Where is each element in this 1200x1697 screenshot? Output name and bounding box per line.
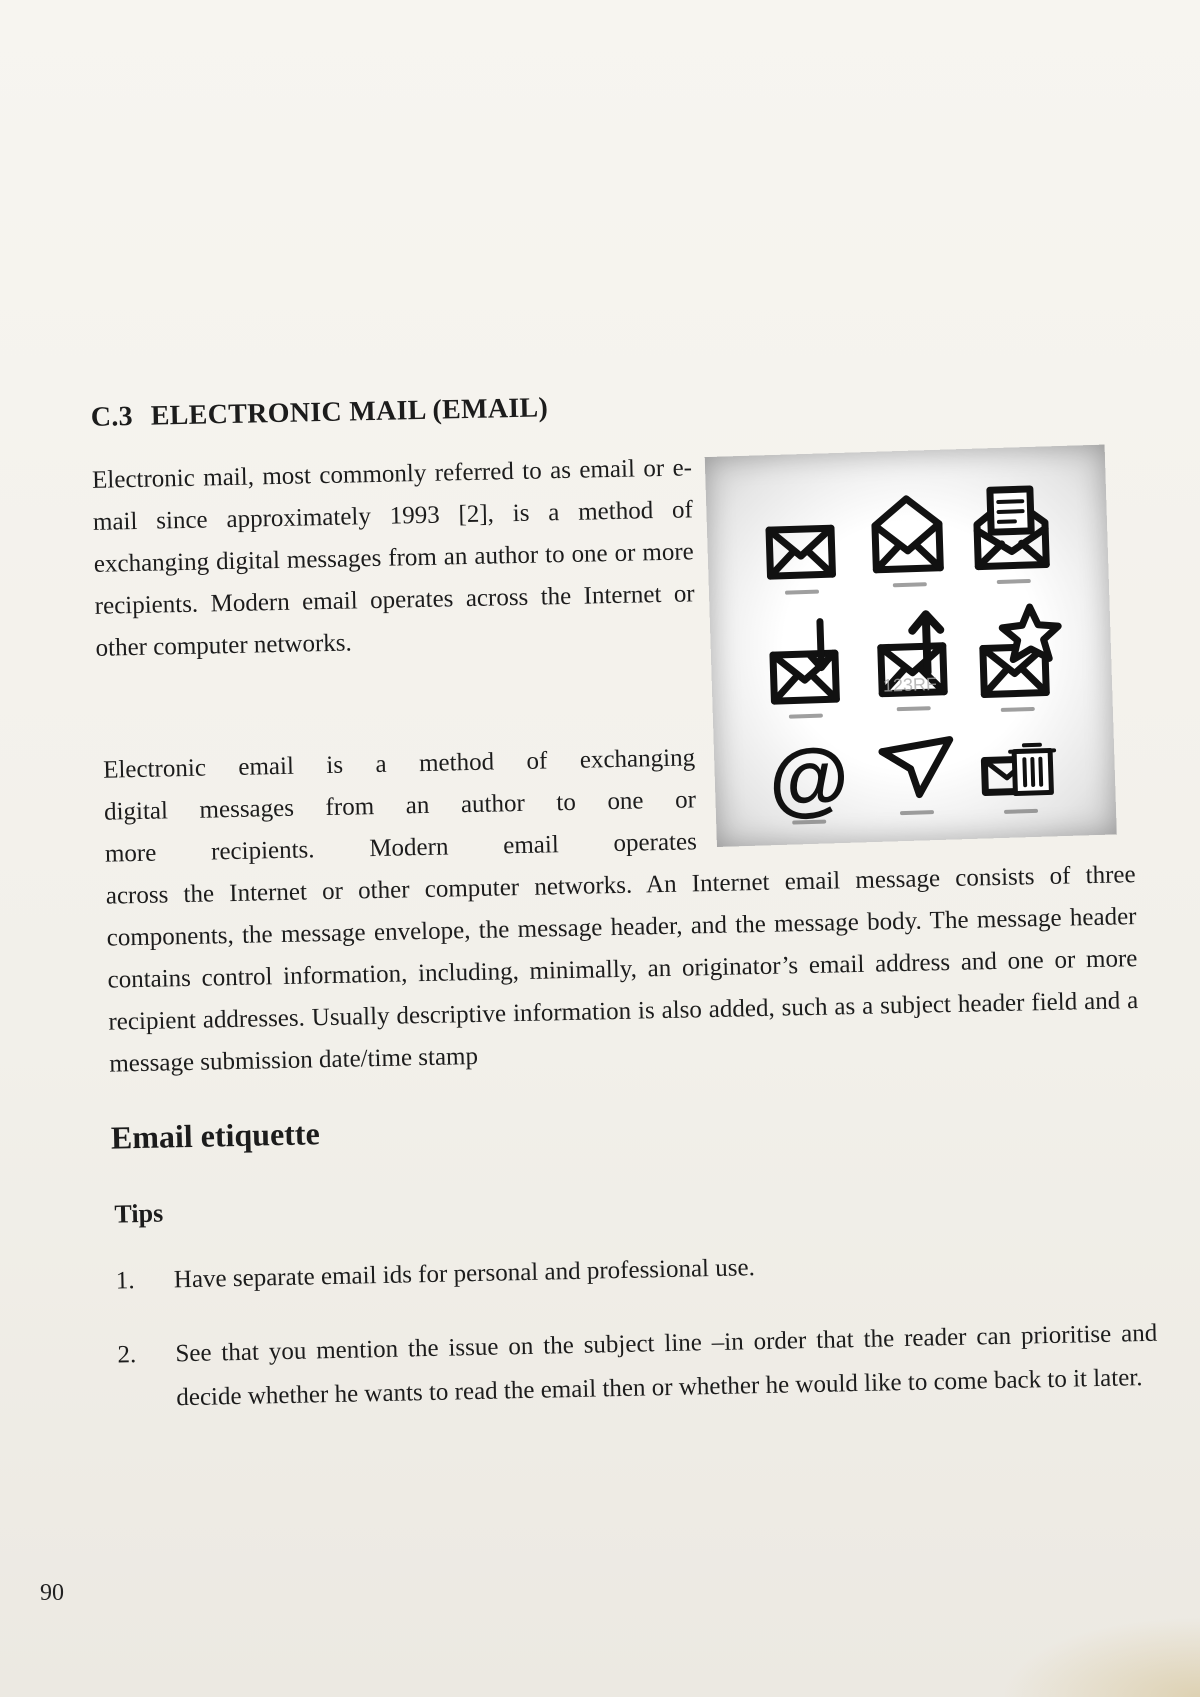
list-item	[115, 1238, 1156, 1304]
subheading-email-etiquette: Email etiquette	[110, 1115, 321, 1156]
open-envelope-icon	[874, 498, 940, 570]
list-item-text: Have separate email ids for personal and professional use.	[173, 1254, 756, 1294]
intro-paragraph: Electronic mail, most commonly referred to as email or e-mail since approximately 1993 [2], is a method of exchanging digital messages from an author to one or more recipients. Modern email operates across the Internet or other computer networks.	[91, 454, 695, 662]
tips-heading: Tips	[114, 1198, 164, 1229]
inbox-download-icon	[772, 621, 836, 701]
section-number: C.3	[90, 401, 134, 433]
at-glyph: @	[767, 731, 851, 826]
list-item	[117, 1312, 1159, 1422]
paragraph-lead-line: more recipients. Modern email operates	[104, 828, 698, 868]
page-edge-shadow	[1000, 1617, 1200, 1697]
paragraph-lead-line: Electronic email is a method of exchanging	[102, 744, 696, 784]
list-item-text: See that you mention the issue on the subject line –in order that the reader can prioritise and decide whether he wants to read the email then or whether he would like to come back to it later.	[175, 1319, 1158, 1412]
paragraph-lead-line: digital messages from an author to one or	[103, 786, 697, 826]
section-heading	[90, 392, 548, 434]
tips-list	[115, 1238, 1159, 1452]
paragraph-rest: across the Internet or other computer networks. An Internet email message consists of three components, the message envelope, the message header, and the message body. The message header contains control information, including, minimally, an originator’s email address and one or more recipient addresses. Usually descriptive information is also added, such as a subject header field and a message submission date/time stamp	[105, 861, 1139, 1078]
list-item-number: 1.	[115, 1267, 135, 1295]
section-title: ELECTRONIC MAIL (EMAIL)	[150, 392, 549, 432]
email-description-paragraph	[103, 728, 1140, 1085]
envelope-with-letter-icon	[976, 489, 1046, 567]
page-content	[85, 358, 1158, 1412]
watermark-text: 123RF	[882, 673, 938, 696]
closed-envelope-icon	[769, 528, 832, 576]
starred-mail-icon	[982, 606, 1061, 694]
list-item-number: 2.	[117, 1341, 137, 1369]
page-number: 90	[40, 1580, 64, 1606]
